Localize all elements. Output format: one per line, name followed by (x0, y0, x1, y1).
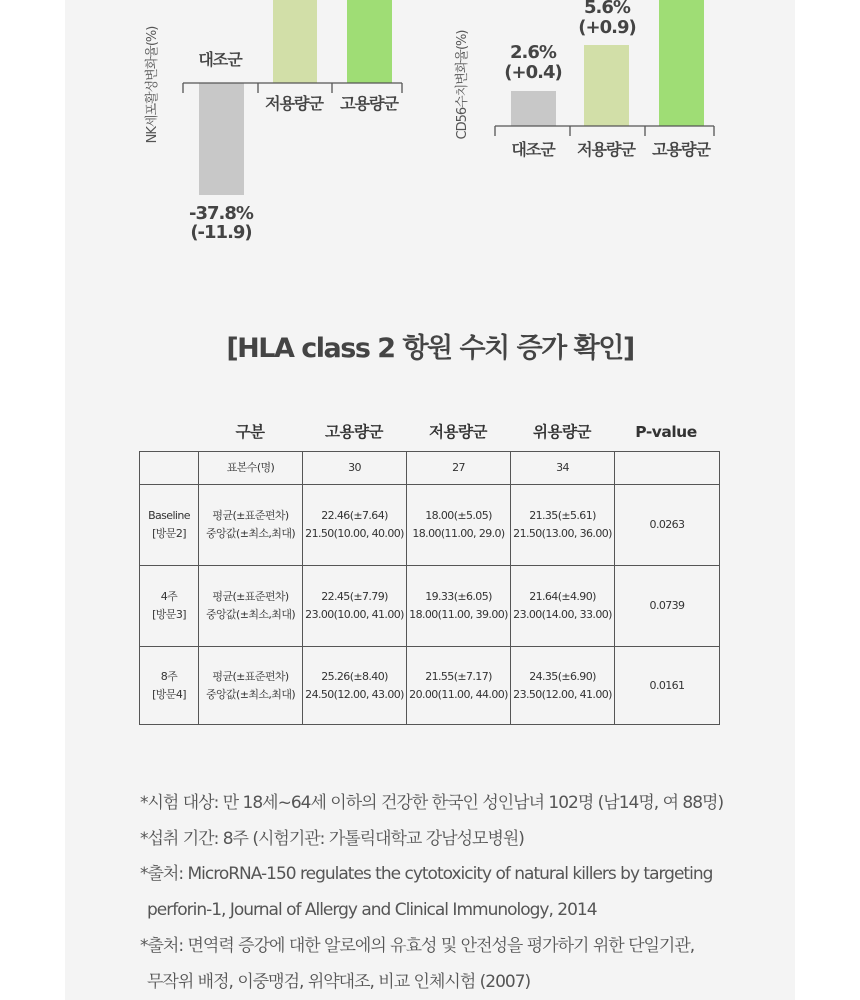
bar-low-dose (584, 45, 629, 126)
visit-label: 8주 (160, 669, 178, 683)
table-row (140, 485, 720, 566)
category-label-low-dose: 저용량군 (265, 94, 323, 113)
diff-label-control: (-11.9) (190, 222, 252, 243)
table-cell (303, 485, 407, 566)
footnote: *섭취 기간: 8주 (시험기관: 가톨릭대학교 강남성모병원) (140, 828, 524, 849)
mean-value: 22.45(±7.79) (321, 590, 388, 603)
bar-high-dose (659, 0, 704, 126)
bar-low-dose (273, 0, 317, 83)
y-axis-label: CD56수치변화율(%) (455, 30, 470, 140)
mean-value: 18.00(±5.05) (425, 509, 492, 522)
table-cell (140, 485, 199, 566)
bar-control (199, 83, 244, 195)
median-value: 23.50(12.00, 41.00) (513, 687, 612, 701)
bar-high-dose (347, 0, 392, 83)
table-row (140, 647, 720, 725)
header-low-dose: 저용량군 (429, 423, 487, 441)
table-cell: 30 (303, 452, 407, 485)
footnote: *출처: MicroRNA-150 regulates the cytotoxicity of natural killers by targeting (140, 864, 713, 885)
table-cell (407, 566, 511, 647)
table-cell (303, 647, 407, 725)
category-label-low-dose: 저용량군 (577, 140, 635, 159)
mean-value: 21.55(±7.17) (425, 669, 492, 683)
table-row (140, 452, 720, 485)
table-cell: 표본수(명) (199, 452, 303, 485)
stat-label-median: 중앙값(±최소,최대) (205, 608, 296, 621)
footnote-continuation: perforin-1, Journal of Allergy and Clinical Immunology, 2014 (147, 900, 597, 921)
stat-label-mean: 평균(±표준편차) (212, 669, 289, 683)
category-label-control: 대조군 (511, 140, 555, 159)
visit-number: [방문2] (152, 527, 186, 540)
visit-number: [방문3] (152, 608, 186, 621)
median-value: 18.00(11.00, 39.00) (409, 608, 508, 621)
diff-label-low-dose: (+0.9) (578, 17, 636, 38)
table-cell (511, 647, 615, 725)
x-axis (495, 126, 714, 136)
footnote-continuation: 무작위 배정, 이중맹검, 위약대조, 비교 인체시험 (2007) (147, 971, 531, 992)
table-cell: 34 (511, 452, 615, 485)
diff-label-control: (+0.4) (504, 62, 562, 83)
table-cell (199, 647, 303, 725)
mean-value: 19.33(±6.05) (425, 590, 492, 603)
hla-table (139, 451, 720, 725)
nk-activity-chart (130, 0, 420, 250)
data-label-control: 2.6% (510, 42, 556, 63)
footnote: *출처: 면역력 증강에 대한 알로에의 유효성 및 안전성을 평가하기 위한 단일기관, (140, 935, 695, 956)
median-value: 23.00(10.00, 41.00) (305, 608, 404, 621)
median-value: 18.00(11.00, 29.0) (412, 527, 505, 540)
category-label-high-dose: 고용량군 (652, 140, 710, 159)
visit-label: 4주 (160, 590, 178, 603)
footnote: *시험 대상: 만 18세~64세 이하의 건강한 한국인 성인남녀 102명 (남14명, 여 88명) (140, 793, 724, 813)
table-row (140, 566, 720, 647)
p-value-cell: 0.0263 (615, 485, 720, 566)
stat-label-median: 중앙값(±최소,최대) (205, 687, 296, 701)
table-cell: 27 (407, 452, 511, 485)
stat-label-mean: 평균(±표준편차) (212, 590, 289, 603)
stat-label-median: 중앙값(±최소,최대) (205, 527, 296, 540)
data-label-control: -37.8% (189, 203, 253, 224)
table-cell (511, 566, 615, 647)
category-label-control: 대조군 (198, 50, 242, 69)
median-value: 24.50(12.00, 43.00) (305, 687, 404, 701)
table-cell (199, 485, 303, 566)
table-cell (303, 566, 407, 647)
table-cell (199, 566, 303, 647)
header-high-dose: 고용량군 (325, 423, 383, 441)
table-cell (140, 452, 199, 485)
mean-value: 22.46(±7.64) (321, 509, 388, 522)
mean-value: 21.64(±4.90) (529, 590, 596, 603)
table-cell (615, 452, 720, 485)
mean-value: 25.26(±8.40) (321, 669, 388, 683)
section-title: [HLA class 2 항원 수치 증가 확인] (226, 333, 634, 364)
median-value: 23.00(14.00, 33.00) (513, 608, 612, 621)
header-p-value: P-value (635, 423, 697, 441)
data-label-low-dose: 5.6% (584, 0, 630, 18)
mean-value: 21.35(±5.61) (529, 509, 596, 522)
mean-value: 24.35(±6.90) (529, 669, 596, 683)
p-value-cell: 0.0739 (615, 566, 720, 647)
stat-label-mean: 평균(±표준편차) (212, 509, 289, 522)
table-cell (407, 647, 511, 725)
visit-label: Baseline (148, 509, 190, 522)
table-cell (140, 566, 199, 647)
table-cell (140, 647, 199, 725)
p-value-cell: 0.0161 (615, 647, 720, 725)
category-label-high-dose: 고용량군 (340, 94, 398, 113)
bar-control (511, 91, 556, 126)
cd56-chart (440, 0, 730, 170)
header-category: 구분 (235, 423, 265, 441)
median-value: 21.50(13.00, 36.00) (513, 527, 612, 540)
header-placebo: 위용량군 (533, 423, 591, 441)
y-axis-label: NK세포활성변화율(%) (145, 26, 160, 144)
median-value: 21.50(10.00, 40.00) (305, 527, 404, 540)
footnotes (140, 786, 780, 1000)
table-cell (511, 485, 615, 566)
table-cell (407, 485, 511, 566)
median-value: 20.00(11.00, 44.00) (409, 687, 508, 701)
visit-number: [방문4] (152, 687, 186, 701)
